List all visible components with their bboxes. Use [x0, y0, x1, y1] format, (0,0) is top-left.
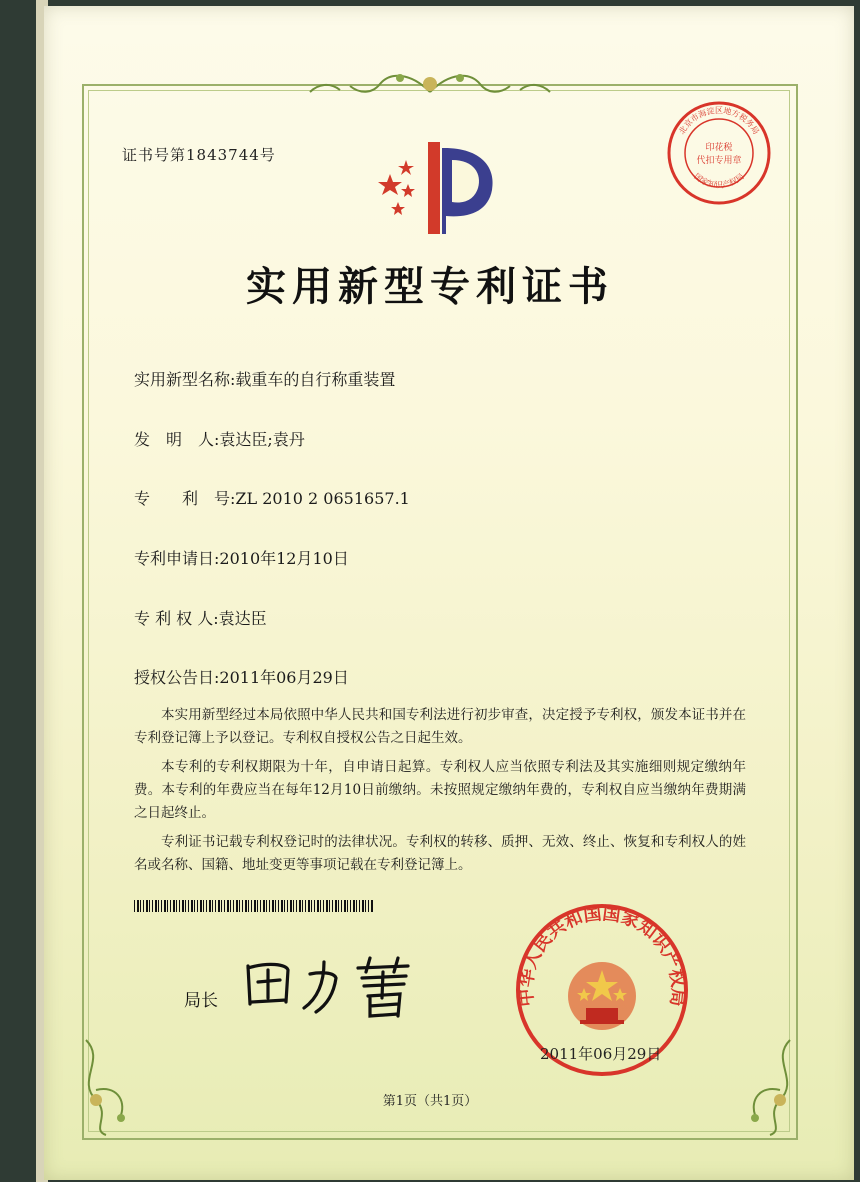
field-label: 专 利 权 人: [134, 609, 219, 628]
barcode [134, 900, 374, 912]
tax-stamp-bottom-text: 国家知识产权局 [692, 171, 746, 190]
top-ornament-icon [300, 62, 560, 106]
field-value: 2011年06月29日 [219, 668, 349, 687]
issue-date: 2011年06月29日 [540, 1045, 662, 1063]
patent-office-logo-icon [372, 138, 512, 238]
body-paragraph-2: 本专利的专利权期限为十年，自申请日起算。专利权人应当依照专利法及其实施细则规定缴纳年费。本专利的年费应当在每年12月10日前缴纳。未按照规定缴纳年费的，专利权自应当缴纳年费期满之日起终止。 [134, 759, 746, 821]
field-application-date [134, 546, 349, 569]
field-utility-model-name [134, 367, 395, 390]
tax-stamp-line1: 印花税 [705, 143, 733, 153]
seal-text: 中华人民共和国国家知识产权局 [515, 903, 689, 1008]
field-patentee [134, 606, 267, 629]
field-value: 2010年12月10日 [219, 549, 349, 568]
corner-ornament-right-icon [720, 1030, 810, 1140]
field-patent-number [134, 486, 410, 509]
field-inventor [134, 427, 305, 450]
field-label: 专 利 号: [134, 489, 236, 508]
tax-stamp-outer-text: 北京市海淀区地方税务局 [677, 106, 761, 136]
certificate-number: 证书号第1843744号 [122, 146, 276, 164]
page-footer: 第1页（共1页） [382, 1094, 478, 1109]
tax-stamp [664, 98, 774, 208]
field-grant-date [134, 665, 349, 688]
field-label: 授权公告日: [134, 668, 220, 687]
svg-text:国家知识产权局 [692, 172, 745, 190]
field-value: 袁达臣 [218, 609, 267, 628]
body-paragraph-1: 本实用新型经过本局依照中华人民共和国专利法进行初步审查，决定授予专利权，颁发本证书并在专利登记簿上予以登记。专利权自授权公告之日起生效。 [134, 707, 746, 746]
director-label: 局长 [184, 991, 218, 1011]
certificate-body [134, 704, 746, 883]
field-label: 实用新型名称: [134, 370, 236, 389]
field-value: 载重车的自行称重装置 [235, 370, 396, 389]
corner-ornament-left-icon [66, 1030, 156, 1140]
director-signature [238, 952, 428, 1022]
field-label: 发 明 人: [134, 430, 220, 449]
field-label: 专利申请日: [134, 549, 220, 568]
national-emblem-icon [568, 962, 636, 1030]
svg-text:北京市海淀区地方税务局 [676, 105, 760, 136]
field-value: ZL 2010 2 0651657.1 [235, 489, 410, 508]
body-paragraph-3: 专利证书记载专利权登记时的法律状况。专利权的转移、质押、无效、终止、恢复和专利权人的姓名或名称、国籍、地址变更等事项记载在专利登记簿上。 [134, 834, 746, 873]
field-value: 袁达臣;袁丹 [219, 430, 305, 449]
tax-stamp-line2: 代扣专用章 [696, 156, 742, 166]
certificate-title: 实用新型专利证书 [246, 263, 614, 310]
